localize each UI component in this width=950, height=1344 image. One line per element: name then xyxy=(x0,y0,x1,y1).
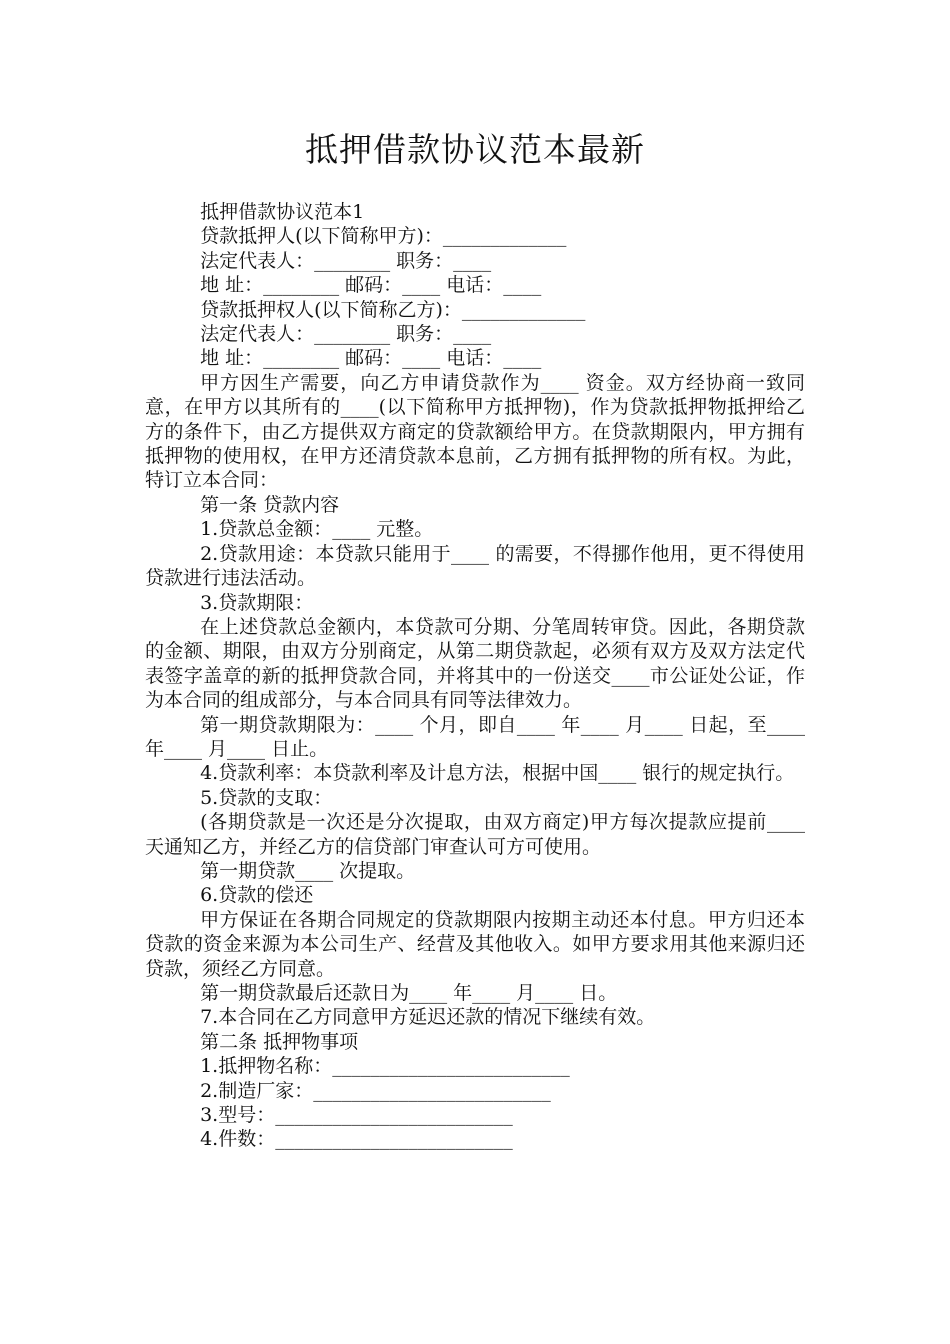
paragraph: 法定代表人：________ 职务：____ xyxy=(200,323,492,346)
paragraph: 第一期贷款最后还款日为____ 年____ 月____ 日。 xyxy=(200,982,618,1004)
document-title: 抵押借款协议范本最新 xyxy=(305,130,645,169)
paragraph: 贷款抵押人(以下简称甲方)：_____________ xyxy=(200,225,567,248)
paragraph: 抵押借款协议范本1 xyxy=(200,201,365,223)
paragraph: 在上述贷款总金额内，本贷款可分期、分笔周转审贷。因此，各期贷款的金额、期限，由双方分别商定，从第二期贷款起，必须有双方及双方法定代表签字盖章的新的抵押贷款合同，并将其中的一份送交____市公证处公证，作为本合同的组成部分，与本合同具有同等法律效力。 xyxy=(145,615,805,712)
paragraph: 1.抵押物名称：_________________________ xyxy=(200,1055,570,1078)
section-heading: 第一条 贷款内容 xyxy=(200,493,340,516)
paragraph: 法定代表人：________ 职务：____ xyxy=(200,249,492,272)
paragraph: 甲方因生产需要，向乙方申请贷款作为____ 资金。双方经协商一致同意，在甲方以其所有的____(以下简称甲方抵押物)，作为贷款抵押物抵押给乙方的条件下，由乙方提供双方商定的贷款额给甲方。在贷款期限内，甲方拥有抵押物的使用权，在甲方还清贷款本息前，乙方拥有抵押物的所有权。为此，特订立本合同： xyxy=(145,371,805,492)
paragraph: 1.贷款总金额：____ 元整。 xyxy=(200,518,434,541)
paragraph: 地 址：________ 邮码：____ 电话：____ xyxy=(200,274,542,297)
paragraph: 4.件数：_________________________ xyxy=(200,1128,513,1151)
document-page xyxy=(145,128,805,1152)
paragraph: 7.本合同在乙方同意甲方延迟还款的情况下继续有效。 xyxy=(200,1006,656,1029)
paragraph: 3.贷款期限： xyxy=(200,591,314,614)
paragraph: 3.型号：_________________________ xyxy=(200,1104,513,1127)
paragraph: 贷款抵押权人(以下简称乙方)：_____________ xyxy=(200,298,586,321)
paragraph: 甲方保证在各期合同规定的贷款期限内按期主动还本付息。甲方归还本贷款的资金来源为本公司生产、经营及其他收入。如甲方要求用其他来源归还贷款，须经乙方同意。 xyxy=(145,908,805,980)
paragraph: 2.贷款用途：本贷款只能用于____ 的需要，不得挪作他用，更不得使用贷款进行违法活动。 xyxy=(145,542,805,590)
paragraph: 第一期贷款____ 次提取。 xyxy=(200,859,416,882)
paragraph: 6.贷款的偿还 xyxy=(200,884,314,907)
document-body xyxy=(145,200,805,1152)
paragraph: (各期贷款是一次还是分次提取，由双方商定)甲方每次提款应提前____ 天通知乙方，并经乙方的信贷部门审查认可方可使用。 xyxy=(145,811,805,858)
paragraph: 第一期贷款期限为：____ 个月，即自____ 年____ 月____ 日起，至____ 年____ 月____ 日止。 xyxy=(145,713,805,760)
paragraph: 2.制造厂家：_________________________ xyxy=(200,1079,551,1102)
section-heading: 第二条 抵押物事项 xyxy=(200,1030,359,1053)
paragraph: 地 址：________ 邮码：____ 电话：____ xyxy=(200,347,542,370)
paragraph: 5.贷款的支取： xyxy=(200,786,333,809)
paragraph: 4.贷款利率：本贷款利率及计息方法，根据中国____ 银行的规定执行。 xyxy=(200,762,795,785)
